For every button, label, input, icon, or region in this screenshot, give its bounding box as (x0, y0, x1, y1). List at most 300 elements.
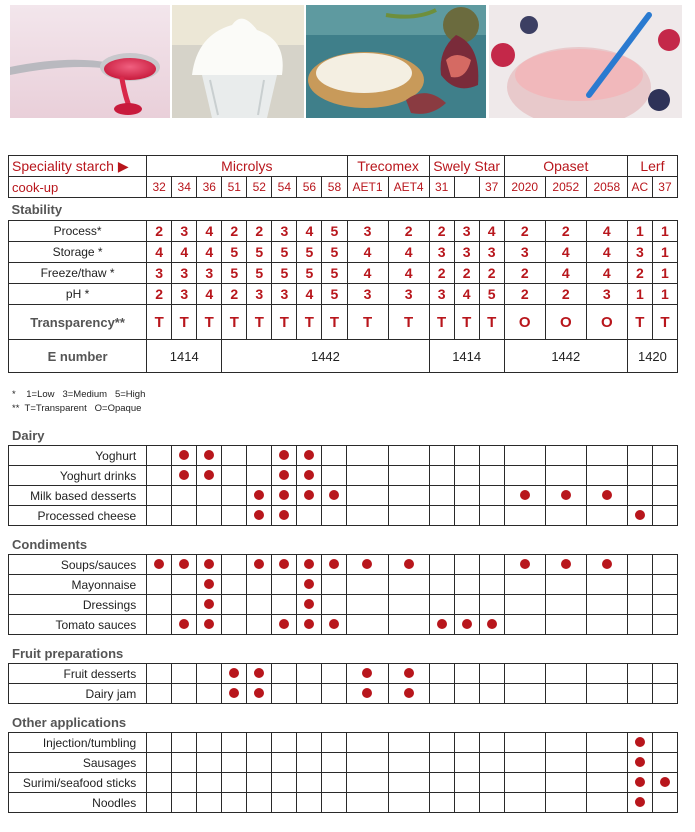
suitability-dot-icon (520, 490, 530, 500)
application-cell (504, 446, 545, 466)
application-cell (429, 446, 454, 466)
stability-value: 3 (586, 284, 627, 305)
suitability-dot-icon (520, 559, 530, 569)
transparency-value: T (297, 305, 322, 340)
application-cell (545, 773, 586, 793)
application-cell (454, 575, 479, 595)
application-cell (147, 733, 172, 753)
suitability-dot-icon (179, 559, 189, 569)
suitability-dot-icon (279, 470, 289, 480)
table-row (9, 446, 678, 466)
grade-3: 51 (222, 177, 247, 198)
suitability-dot-icon (254, 490, 264, 500)
suitability-dot-icon (602, 559, 612, 569)
application-cell (297, 506, 322, 526)
application-cell (347, 664, 388, 684)
application-cell (627, 506, 652, 526)
application-cell (388, 506, 429, 526)
stability-value: 1 (652, 284, 677, 305)
application-cell (222, 773, 247, 793)
grade-7: 58 (322, 177, 347, 198)
application-cell (586, 486, 627, 506)
stability-value: 5 (297, 263, 322, 284)
application-cell (147, 575, 172, 595)
application-cell (322, 555, 347, 575)
application-cell (545, 466, 586, 486)
application-cell (147, 466, 172, 486)
suitability-dot-icon (179, 450, 189, 460)
application-cell (479, 555, 504, 575)
suitability-dot-icon (229, 668, 239, 678)
grade-15: 2058 (586, 177, 627, 198)
stability-value: 2 (545, 221, 586, 242)
application-cell (652, 733, 677, 753)
stability-value: 4 (479, 221, 504, 242)
application-cell (297, 753, 322, 773)
header-title-cell (9, 156, 147, 177)
application-cell (147, 595, 172, 615)
application-cell (388, 773, 429, 793)
application-cell (247, 446, 272, 466)
application-cell (297, 684, 322, 704)
arrow-icon: ▶ (117, 157, 129, 174)
application-cell (504, 506, 545, 526)
application-cell (586, 793, 627, 813)
application-cell (586, 773, 627, 793)
application-cell (247, 684, 272, 704)
application-cell (197, 555, 222, 575)
transparency-value: T (197, 305, 222, 340)
application-cell (504, 733, 545, 753)
application-cell (247, 506, 272, 526)
stability-value: 4 (586, 242, 627, 263)
suitability-dot-icon (279, 490, 289, 500)
grade-6: 56 (297, 177, 322, 198)
suitability-dot-icon (635, 757, 645, 767)
photo-spoon-syrup (10, 5, 170, 118)
application-cell (652, 753, 677, 773)
application-cell (652, 486, 677, 506)
application-cell (172, 773, 197, 793)
stability-value: 3 (272, 284, 297, 305)
suitability-dot-icon (304, 559, 314, 569)
application-cell (347, 793, 388, 813)
transparency-label: Transparency** (9, 305, 147, 340)
grade-4: 52 (247, 177, 272, 198)
application-cell (429, 684, 454, 704)
application-cell (586, 575, 627, 595)
suitability-dot-icon (179, 619, 189, 629)
stability-value: 3 (172, 221, 197, 242)
application-cell (504, 466, 545, 486)
stability-value: 5 (272, 263, 297, 284)
application-cell (479, 575, 504, 595)
application-cell (322, 486, 347, 506)
application-cell (454, 793, 479, 813)
application-cell (147, 615, 172, 635)
stability-value: 5 (222, 242, 247, 263)
transparency-value: T (429, 305, 454, 340)
stability-value: 4 (347, 263, 388, 284)
application-cell (197, 684, 222, 704)
application-cell (197, 733, 222, 753)
application-cell (222, 506, 247, 526)
application-cell (197, 575, 222, 595)
application-cell (347, 446, 388, 466)
application-label: Soups/sauces (9, 555, 147, 575)
application-cell (545, 753, 586, 773)
application-cell (347, 555, 388, 575)
stability-value: 2 (222, 221, 247, 242)
application-cell (172, 664, 197, 684)
transparency-value: T (347, 305, 388, 340)
stability-value: 4 (454, 284, 479, 305)
application-cell (454, 486, 479, 506)
application-cell (247, 773, 272, 793)
stability-value: 2 (627, 263, 652, 284)
suitability-dot-icon (154, 559, 164, 569)
application-cell (479, 664, 504, 684)
application-cell (545, 555, 586, 575)
stability-value: 4 (197, 284, 222, 305)
application-cell (222, 555, 247, 575)
application-label: Dressings (9, 595, 147, 615)
stability-value: 5 (222, 263, 247, 284)
suitability-dot-icon (254, 688, 264, 698)
application-cell (429, 753, 454, 773)
application-cell (479, 793, 504, 813)
stability-value: 3 (627, 242, 652, 263)
application-cell (222, 793, 247, 813)
suitability-dot-icon (487, 619, 497, 629)
application-cell (479, 733, 504, 753)
transparency-value: T (652, 305, 677, 340)
table-row (9, 466, 678, 486)
suitability-dot-icon (437, 619, 447, 629)
stability-value: 3 (172, 284, 197, 305)
suitability-dot-icon (204, 559, 214, 569)
application-cell (147, 773, 172, 793)
application-cell (388, 615, 429, 635)
suitability-dot-icon (404, 668, 414, 678)
application-cell (627, 446, 652, 466)
application-cell (479, 615, 504, 635)
section-table (8, 445, 678, 526)
table-row (9, 793, 678, 813)
stability-value: 4 (545, 242, 586, 263)
stability-value: 5 (272, 242, 297, 263)
grade-16: AC (627, 177, 652, 198)
application-cell (322, 615, 347, 635)
application-cell (388, 733, 429, 753)
legend-line-2 (12, 403, 141, 414)
suitability-dot-icon (635, 510, 645, 520)
application-cell (272, 615, 297, 635)
application-cell (545, 446, 586, 466)
application-cell (429, 555, 454, 575)
stability-value: 4 (545, 263, 586, 284)
suitability-dot-icon (404, 688, 414, 698)
application-cell (297, 773, 322, 793)
application-cell (322, 575, 347, 595)
stability-value: 3 (272, 221, 297, 242)
application-cell (454, 446, 479, 466)
stability-value: 4 (147, 242, 172, 263)
stability-value: 3 (347, 284, 388, 305)
application-cell (347, 684, 388, 704)
application-label: Surimi/seafood sticks (9, 773, 147, 793)
transparency-value: O (545, 305, 586, 340)
suitability-dot-icon (229, 688, 239, 698)
stability-value: 5 (322, 221, 347, 242)
application-cell (454, 773, 479, 793)
application-cell (172, 615, 197, 635)
application-cell (347, 466, 388, 486)
application-cell (586, 506, 627, 526)
application-cell (479, 773, 504, 793)
suitability-dot-icon (561, 490, 571, 500)
application-cell (347, 595, 388, 615)
application-cell (429, 575, 454, 595)
application-cell (322, 446, 347, 466)
grade-12: 37 (479, 177, 504, 198)
suitability-dot-icon (204, 450, 214, 460)
application-cell (479, 466, 504, 486)
suitability-dot-icon (635, 737, 645, 747)
application-cell (347, 773, 388, 793)
application-cell (627, 486, 652, 506)
application-cell (454, 506, 479, 526)
application-cell (272, 575, 297, 595)
application-cell (454, 664, 479, 684)
stability-value: 3 (247, 284, 272, 305)
application-label: Tomato sauces (9, 615, 147, 635)
stability-title: Stability (11, 201, 63, 217)
application-cell (454, 595, 479, 615)
suitability-dot-icon (362, 668, 372, 678)
suitability-dot-icon (362, 559, 372, 569)
application-cell (454, 466, 479, 486)
application-cell (247, 615, 272, 635)
application-label: Milk based desserts (9, 486, 147, 506)
table-row (9, 555, 678, 575)
application-cell (347, 615, 388, 635)
application-cell (197, 506, 222, 526)
application-cell (479, 595, 504, 615)
application-cell (429, 664, 454, 684)
application-cell (172, 555, 197, 575)
legend-marker-2: ** (12, 403, 20, 414)
application-cell (297, 793, 322, 813)
stability-value: 3 (429, 284, 454, 305)
group-swely-star: Swely Star (429, 156, 504, 177)
stability-value: 3 (147, 263, 172, 284)
stability-row (9, 284, 678, 305)
application-cell (322, 733, 347, 753)
application-label: Yoghurt (9, 446, 147, 466)
application-cell (652, 595, 677, 615)
application-cell (172, 753, 197, 773)
stability-value: 5 (247, 242, 272, 263)
application-cell (322, 773, 347, 793)
suitability-dot-icon (635, 797, 645, 807)
application-cell (222, 595, 247, 615)
application-cell (222, 684, 247, 704)
table-row (9, 773, 678, 793)
suitability-dot-icon (254, 668, 264, 678)
section-title: Dairy (12, 428, 45, 443)
application-cell (388, 575, 429, 595)
application-label: Yoghurt drinks (9, 466, 147, 486)
stability-value: 2 (454, 263, 479, 284)
stability-value: 1 (627, 221, 652, 242)
grade-9: AET4 (388, 177, 429, 198)
application-cell (504, 486, 545, 506)
transparency-value: T (627, 305, 652, 340)
section-table (8, 732, 678, 813)
application-cell (545, 575, 586, 595)
suitability-dot-icon (561, 559, 571, 569)
application-cell (429, 793, 454, 813)
e-number-value: 1442 (504, 340, 627, 373)
application-cell (247, 793, 272, 813)
application-cell (347, 733, 388, 753)
stability-value: 4 (586, 263, 627, 284)
table-row (9, 664, 678, 684)
application-cell (388, 664, 429, 684)
stability-value: 2 (429, 263, 454, 284)
suitability-dot-icon (329, 490, 339, 500)
group-lerf: Lerf (627, 156, 677, 177)
application-cell (652, 446, 677, 466)
legend-marker-1: * (12, 389, 16, 400)
transparency-value: O (504, 305, 545, 340)
application-cell (545, 793, 586, 813)
transparency-value: T (272, 305, 297, 340)
application-cell (429, 733, 454, 753)
stability-value: 2 (545, 284, 586, 305)
application-cell (247, 575, 272, 595)
stability-value: 3 (504, 242, 545, 263)
application-cell (297, 664, 322, 684)
application-cell (172, 466, 197, 486)
table-row (9, 733, 678, 753)
stability-value: 4 (347, 242, 388, 263)
application-cell (297, 575, 322, 595)
suitability-dot-icon (279, 450, 289, 460)
application-cell (586, 595, 627, 615)
application-cell (272, 555, 297, 575)
stability-value: 2 (222, 284, 247, 305)
application-cell (429, 466, 454, 486)
suitability-dot-icon (362, 688, 372, 698)
group-microlys: Microlys (147, 156, 347, 177)
transparency-value: T (388, 305, 429, 340)
application-cell (545, 615, 586, 635)
suitability-dot-icon (279, 619, 289, 629)
application-cell (479, 486, 504, 506)
application-cell (322, 595, 347, 615)
suitability-dot-icon (279, 559, 289, 569)
application-cell (272, 486, 297, 506)
application-cell (454, 733, 479, 753)
application-cell (272, 793, 297, 813)
application-cell (322, 506, 347, 526)
application-cell (297, 733, 322, 753)
section-table (8, 663, 678, 704)
application-cell (172, 793, 197, 813)
application-cell (652, 555, 677, 575)
legend-text-2: T=Transparent O=Opaque (24, 403, 142, 414)
stability-value: 2 (479, 263, 504, 284)
suitability-dot-icon (179, 470, 189, 480)
suitability-dot-icon (660, 777, 670, 787)
stability-value: 4 (388, 263, 429, 284)
stability-label: pH * (9, 284, 147, 305)
application-cell (586, 615, 627, 635)
application-cell (322, 466, 347, 486)
stability-value: 4 (197, 242, 222, 263)
application-cell (627, 555, 652, 575)
application-cell (347, 486, 388, 506)
legend-text-1: 1=Low 3=Medium 5=High (26, 389, 146, 400)
application-cell (247, 595, 272, 615)
e-number-value: 1420 (627, 340, 677, 373)
suitability-dot-icon (404, 559, 414, 569)
stability-value: 2 (504, 221, 545, 242)
suitability-dot-icon (204, 579, 214, 589)
suitability-dot-icon (254, 559, 264, 569)
application-cell (586, 664, 627, 684)
application-cell (479, 684, 504, 704)
stability-value: 2 (147, 284, 172, 305)
stability-row (9, 263, 678, 284)
application-cell (627, 793, 652, 813)
application-cell (297, 466, 322, 486)
application-cell (429, 506, 454, 526)
application-cell (222, 466, 247, 486)
stability-value: 2 (388, 221, 429, 242)
suitability-dot-icon (304, 579, 314, 589)
application-cell (454, 615, 479, 635)
application-cell (586, 446, 627, 466)
application-cell (172, 486, 197, 506)
section-title: Condiments (12, 537, 88, 552)
grade-1: 34 (172, 177, 197, 198)
application-cell (272, 506, 297, 526)
suitability-dot-icon (304, 470, 314, 480)
application-cell (652, 793, 677, 813)
application-cell (272, 664, 297, 684)
section-table (8, 554, 678, 635)
application-cell (147, 684, 172, 704)
application-cell (627, 466, 652, 486)
suitability-dot-icon (304, 490, 314, 500)
application-cell (627, 575, 652, 595)
application-cell (627, 733, 652, 753)
application-cell (545, 595, 586, 615)
transparency-value: O (586, 305, 627, 340)
stability-value: 3 (454, 221, 479, 242)
application-cell (197, 466, 222, 486)
application-cell (388, 466, 429, 486)
application-cell (627, 684, 652, 704)
section-title: Fruit preparations (12, 646, 124, 661)
application-cell (586, 684, 627, 704)
application-cell (545, 733, 586, 753)
header-subtitle: cook-up (9, 177, 147, 198)
suitability-dot-icon (304, 599, 314, 609)
